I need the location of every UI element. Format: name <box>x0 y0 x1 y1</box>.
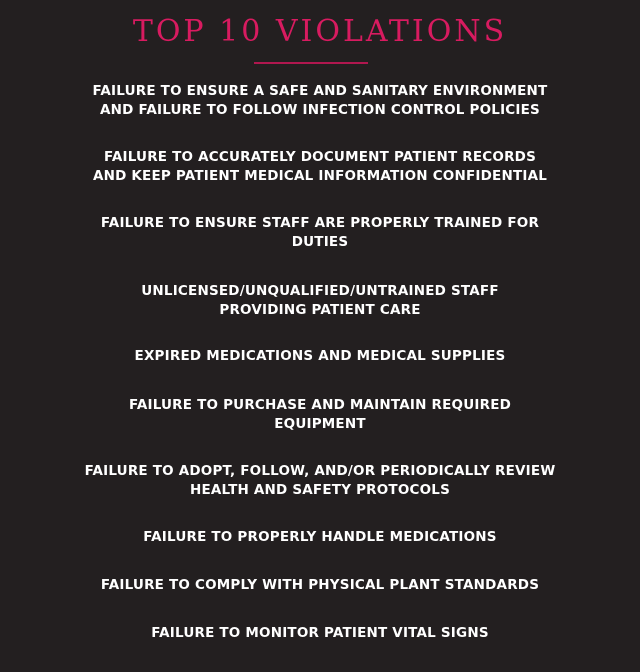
violation-line: AND FAILURE TO FOLLOW INFECTION CONTROL POLICIES <box>100 102 540 118</box>
violation-item-6 <box>40 396 600 434</box>
violation-line: FAILURE TO ADOPT, FOLLOW, AND/OR PERIODICALLY REVIEW <box>84 463 556 479</box>
violation-line: AND KEEP PATIENT MEDICAL INFORMATION CONFIDENTIAL <box>92 168 548 184</box>
violation-line: HEALTH AND SAFETY PROTOCOLS <box>189 482 451 498</box>
violation-line: PROVIDING PATIENT CARE <box>219 302 421 318</box>
title-divider <box>254 62 368 64</box>
violation-line: FAILURE TO PURCHASE AND MAINTAIN REQUIRED <box>128 397 512 413</box>
violation-line: DUTIES <box>291 234 349 250</box>
violation-item-3 <box>40 214 600 252</box>
page-title: TOP 10 VIOLATIONS <box>132 14 508 49</box>
violation-line: EQUIPMENT <box>274 416 366 432</box>
violation-item-7 <box>40 462 600 500</box>
violation-item-10 <box>40 624 600 643</box>
violation-item-1 <box>40 82 600 120</box>
violation-line: FAILURE TO PROPERLY HANDLE MEDICATIONS <box>143 529 497 545</box>
violation-item-8 <box>40 528 600 547</box>
violation-line: FAILURE TO COMPLY WITH PHYSICAL PLANT STANDARDS <box>100 577 540 593</box>
violation-line: EXPIRED MEDICATIONS AND MEDICAL SUPPLIES <box>134 348 506 364</box>
violation-line: FAILURE TO ENSURE STAFF ARE PROPERLY TRAINED FOR <box>100 215 540 231</box>
violation-item-9 <box>40 576 600 595</box>
violation-line: UNLICENSED/UNQUALIFIED/UNTRAINED STAFF <box>141 283 499 299</box>
violation-item-5 <box>40 347 600 366</box>
violation-item-4 <box>40 282 600 320</box>
violation-line: FAILURE TO MONITOR PATIENT VITAL SIGNS <box>151 625 489 641</box>
violation-item-2 <box>40 148 600 186</box>
violation-line: FAILURE TO ENSURE A SAFE AND SANITARY ENVIRONMENT <box>92 83 548 99</box>
violation-line: FAILURE TO ACCURATELY DOCUMENT PATIENT RECORDS <box>103 149 536 165</box>
